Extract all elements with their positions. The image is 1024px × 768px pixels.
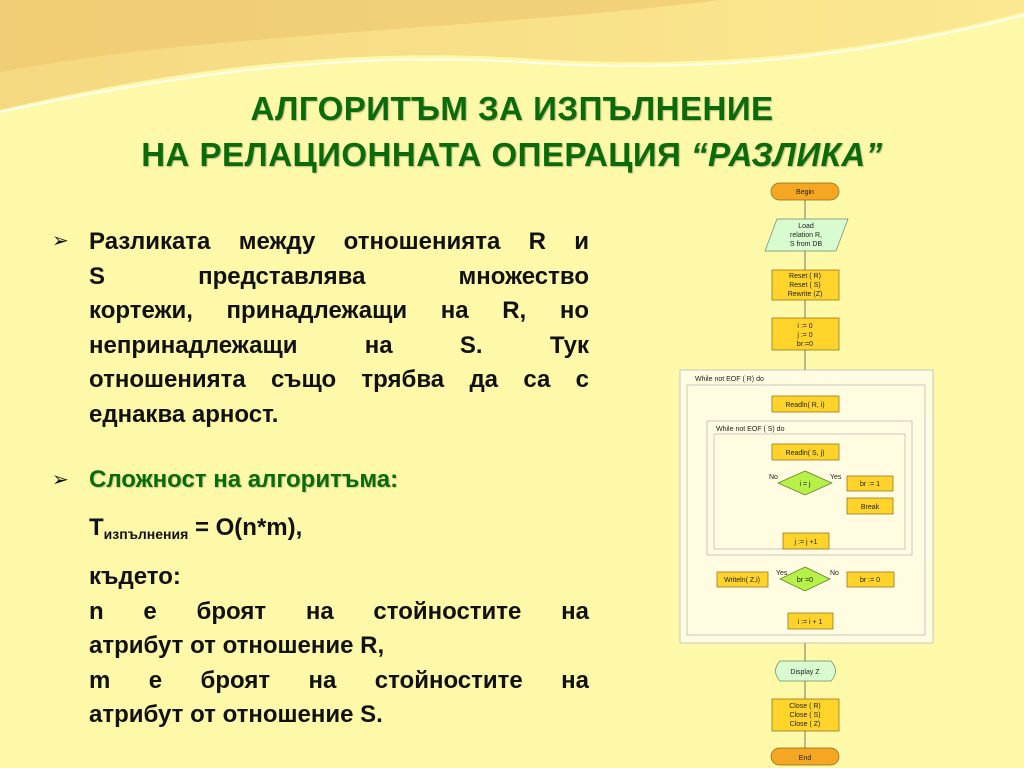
bullet-1-line: Разликата между отношенията R и [89,228,589,255]
title-line-1: АЛГОРИТЪМ ЗА ИЗПЪЛНЕНИЕ [250,90,774,127]
bullet-arrow-icon: ➢ [52,230,69,252]
flowchart [670,180,950,768]
close-line: Close ( R) [789,703,821,710]
decision-yes-label: Yes [776,570,788,577]
decision-yes-label: Yes [830,474,842,481]
title-quoted: “РАЗЛИКА” [691,136,883,173]
bullet-1-line: еднаква арност. [89,400,279,428]
bullet-1-line: отношенията също трябва да са с [89,366,589,393]
reset-line: Reset ( R) [789,273,821,280]
end-label: End [798,755,812,762]
br-set1-label: br := 1 [859,481,881,488]
title-line-2-prefix: НА РЕЛАЦИОННАТА ОПЕРАЦИЯ [141,136,692,173]
complexity-heading: Сложност на алгоритъма: [89,466,399,493]
formula-rest: = O(n*m), [188,514,303,541]
complexity-explanation [89,560,589,733]
close-line: Close ( Z) [789,721,821,728]
bullet-1-line: непринадлежащи на S. Тук [89,331,589,359]
bullet-1-text [89,225,589,432]
display-label: Display Z [790,669,820,676]
j-inc-label: j := j +1 [794,539,818,546]
decision-i-eq-j-label: i = j [799,481,811,488]
load-line: relation R, [790,232,822,239]
m-line: атрибут от отношение S. [89,701,383,728]
complexity-formula [89,511,302,552]
reset-line: Reset ( S) [789,282,821,289]
init-line: j := 0 [797,332,813,339]
br-set0-label: br := 0 [859,577,881,584]
formula-t: T [89,514,104,541]
outer-loop-label: While not EOF ( R) do [695,376,764,383]
load-line: S from DB [789,241,823,248]
writeln-label: Writeln( Z,i) [723,577,761,584]
formula-subscript: изпълнения [103,526,189,542]
init-line: br:=0 [796,341,814,348]
break-label: Break [860,504,880,511]
m-line: m е броят на стойностите на [89,666,589,694]
bullet-arrow-icon: ➢ [52,469,69,491]
reset-line: Rewrite (Z) [787,291,823,298]
n-line: атрибут от отношение R, [89,632,385,659]
load-line: Load [798,223,814,230]
bullet-1-line: кортежи, принадлежащи на R, но [89,297,589,324]
inner-loop-label: While not EOF ( S) do [716,426,785,433]
readln-r-label: Readln( R, i) [785,402,825,409]
i-inc-label: i := i + 1 [797,619,823,626]
close-line: Close ( S) [789,712,821,719]
readln-s-label: Readln( S, j) [785,450,825,457]
init-line: i := 0 [797,323,813,330]
decision-no-label: No [769,474,778,481]
title-line-2 [0,136,1024,174]
where-line: където: [89,563,181,590]
n-line: n е броят на стойностите на [89,597,589,625]
bullet-1-line: S представлява множество [89,262,589,290]
begin-label: Begin [796,189,814,196]
decision-br-zero-label: br =0 [796,577,814,584]
decision-no-label: No [830,570,839,577]
